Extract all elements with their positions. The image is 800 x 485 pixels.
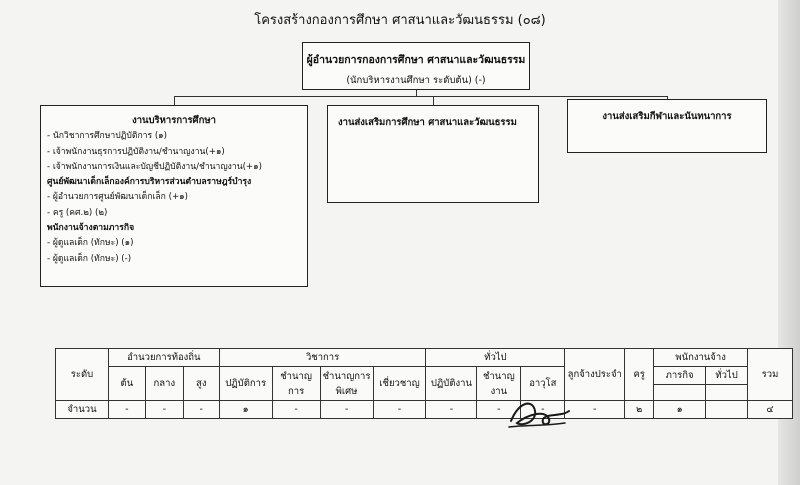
unit-promotion-title: งานส่งเสริมการศึกษา ศาสนาและวัฒนธรรม	[338, 117, 517, 128]
sub-con-general: ทั่วไป	[706, 367, 748, 385]
page-title: โครงสร้างกองการศึกษา ศาสนาและวัฒนธรรม (๐๘)	[254, 13, 546, 28]
group-executive: อำนวยการท้องถิ่น	[108, 349, 219, 367]
sub-ac-special: ชำนาญการพิเศษ	[320, 367, 373, 401]
sub-con-spacer	[654, 385, 706, 401]
count-cell: -	[183, 401, 219, 419]
unit1-line: - เจ้าพนักงานการเงินและบัญชีปฏิบัติงาน/ชำนาญงาน(+๑)	[47, 161, 262, 172]
unit1-line: - ครู (คศ.๒) (๒)	[47, 207, 108, 218]
sub-gen-op: ปฏิบัติงาน	[426, 367, 477, 401]
count-cell: -	[477, 401, 521, 419]
connector-unit1	[174, 96, 175, 105]
unit1-subheading: พนักงานจ้างตามภารกิจ	[47, 223, 135, 234]
group-permanent: ลูกจ้างประจำ	[565, 349, 625, 401]
group-total: รวม	[748, 349, 793, 401]
count-cell: -	[426, 401, 477, 419]
count-cell: ๑	[219, 401, 272, 419]
sub-exec-high: สูง	[183, 367, 219, 401]
sub-gen-senior: อาวุโส	[521, 367, 565, 401]
unit-education-admin-box	[40, 105, 308, 287]
director-box	[302, 42, 530, 90]
count-cell: -	[320, 401, 373, 419]
group-contract: พนักงานจ้าง	[654, 349, 748, 367]
group-teacher: ครู	[625, 349, 654, 401]
sub-ac-pro: ชำนาญการ	[272, 367, 320, 401]
sub-con-mission: ภารกิจ	[654, 367, 706, 385]
count-cell: -	[108, 401, 145, 419]
count-cell: -	[145, 401, 183, 419]
count-cell: -	[521, 401, 565, 419]
director-title: ผู้อำนวยการกองการศึกษา ศาสนาและวัฒนธรรม	[306, 54, 526, 66]
count-cell: -	[565, 401, 625, 419]
unit-promotion-box	[327, 105, 539, 203]
count-cell: ๒	[625, 401, 654, 419]
staff-summary-table	[55, 348, 793, 419]
count-cell: ๔	[748, 401, 793, 419]
count-cell: -	[373, 401, 426, 419]
connector-unit2	[433, 96, 434, 105]
unit1-line: - ผู้ดูแลเด็ก (ทักษะ) (๑)	[47, 238, 134, 249]
unit-education-admin-title: งานบริหารการศึกษา	[132, 115, 216, 126]
sub-ac-op: ปฏิบัติการ	[219, 367, 272, 401]
sub-ac-expert: เชี่ยวชาญ	[373, 367, 426, 401]
sub-gen-pro: ชำนาญงาน	[477, 367, 521, 401]
count-cell	[706, 401, 748, 419]
group-academic: วิชาการ	[219, 349, 426, 367]
director-subtitle: (นักบริหารงานศึกษา ระดับต้น) (-)	[346, 75, 486, 86]
sub-con-spacer	[706, 385, 748, 401]
unit-sports-title: งานส่งเสริมกีฬาและนันทนาการ	[602, 111, 732, 122]
unit1-line: - เจ้าพนักงานธุรการปฏิบัติงาน/ชำนาญงาน(+๑)	[47, 146, 225, 157]
count-label: จำนวน	[56, 401, 109, 419]
unit1-line: - ผู้อำนวยการศูนย์พัฒนาเด็กเล็ก (+๑)	[47, 192, 188, 203]
unit-sports-box	[567, 99, 767, 153]
count-cell: -	[272, 401, 320, 419]
count-cell: ๑	[654, 401, 706, 419]
group-general: ทั่วไป	[426, 349, 565, 367]
handwritten-signature	[505, 397, 575, 433]
sub-exec-low: ต้น	[108, 367, 145, 401]
unit1-line: - ผู้ดูแลเด็ก (ทักษะ) (-)	[47, 253, 132, 264]
unit1-subheading: ศูนย์พัฒนาเด็กเล็กองค์การบริหารส่วนตำบลราษฎร์บำรุง	[47, 177, 252, 188]
level-header: ระดับ	[56, 349, 109, 401]
connector-horizontal	[174, 96, 668, 97]
sub-exec-mid: กลาง	[145, 367, 183, 401]
unit1-line: - นักวิชาการศึกษาปฏิบัติการ (๑)	[47, 131, 167, 142]
